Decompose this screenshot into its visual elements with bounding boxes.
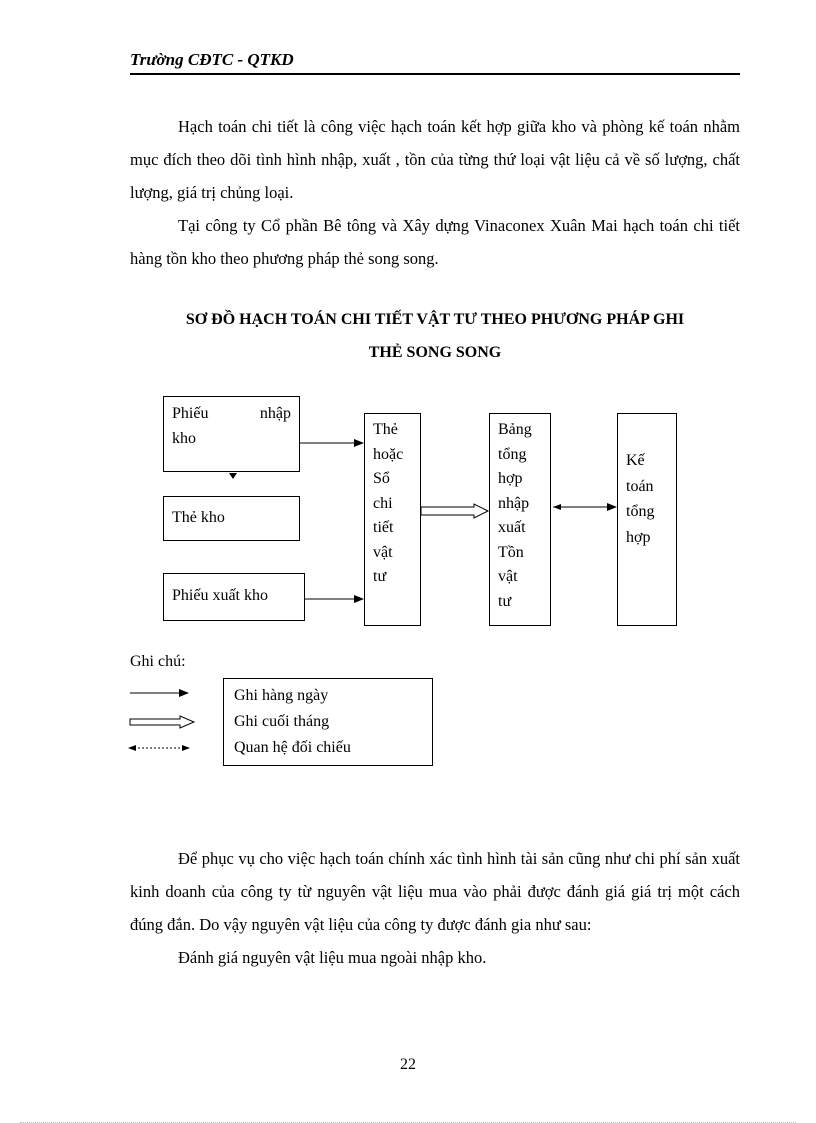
- the-so-line: Sổ: [373, 470, 390, 487]
- the-so-line: tiết: [373, 519, 394, 536]
- the-kho-label: Thẻ kho: [172, 509, 225, 526]
- phieu-nhap-word-3: kho: [172, 430, 196, 447]
- the-so-line: hoặc: [373, 445, 404, 463]
- legend-item-compare: Quan hệ đối chiếu: [234, 739, 351, 756]
- bang-line: tổng: [498, 445, 527, 463]
- body-paragraph-2: Đánh giá nguyên vật liệu mua ngoài nhập kho.: [178, 948, 487, 967]
- the-so-line: chi: [373, 494, 393, 512]
- the-so-line: tư: [373, 568, 387, 585]
- phieu-nhap-word-1: Phiếu: [172, 405, 209, 422]
- ke-toan-line: toán: [626, 477, 654, 495]
- page-number: 22: [400, 1056, 416, 1073]
- the-so-line: vật: [373, 543, 393, 561]
- body-paragraph-1: Để phục vụ cho việc hạch toán chính xác tình hình tài sản cũng như chi phí sản xuất kinh doanh của công ty từ nguyên vật liệu mua vào phải được đánh giá giá trị một cách đúng đắn. Do vậy nguyên vật liệu của công ty được đánh gia như sau:: [130, 849, 740, 934]
- bang-line: hợp: [498, 470, 523, 487]
- ke-toan-line: Kế: [626, 452, 645, 469]
- legend-label: Ghi chú:: [130, 653, 186, 670]
- bang-line: Bảng: [498, 421, 532, 438]
- legend-box: [223, 678, 433, 766]
- intro-paragraph-2: Tại công ty Cổ phần Bê tông và Xây dựng Vinaconex Xuân Mai hạch toán chi tiết hàng tồn kho theo phương pháp thẻ song song.: [130, 216, 740, 268]
- intro-paragraph-1: Hạch toán chi tiết là công việc hạch toán kết hợp giữa kho và phòng kế toán nhằm mục đích theo dõi tình hình nhập, xuất , tồn của từng thứ loại vật liệu cả về số lượng, chất lượng, giá trị chủng loại.: [130, 117, 740, 202]
- legend-monthly-arrow: [130, 716, 194, 728]
- diagram-title-line-2: THẺ SONG SONG: [368, 344, 502, 361]
- diagram-title-line-1: SƠ ĐỒ HẠCH TOÁN CHI TIẾT VẬT TƯ THEO PHƯƠNG PHÁP GHI: [185, 311, 685, 328]
- phieu-nhap-word-2: nhập: [259, 405, 291, 422]
- bang-line: Tồn: [498, 543, 524, 561]
- ke-toan-line: tổng: [626, 503, 655, 520]
- the-so-line: Thẻ: [373, 421, 398, 438]
- ke-toan-line: hợp: [626, 528, 651, 546]
- phieu-xuat-label: Phiếu xuất kho: [172, 587, 268, 604]
- arrow-the-to-bang: [421, 504, 488, 518]
- body-section: [130, 842, 740, 974]
- bang-line: vật: [498, 568, 518, 585]
- bang-line: xuất: [498, 519, 526, 536]
- bang-line: nhập: [498, 494, 530, 512]
- arrow-nhap-to-thekho: [229, 473, 237, 479]
- page-header: Trường CĐTC - QTKD: [130, 50, 740, 75]
- bang-line: tư: [498, 592, 512, 610]
- legend-item-monthly: Ghi cuối tháng: [234, 713, 330, 730]
- legend-item-daily: Ghi hàng ngày: [234, 687, 329, 704]
